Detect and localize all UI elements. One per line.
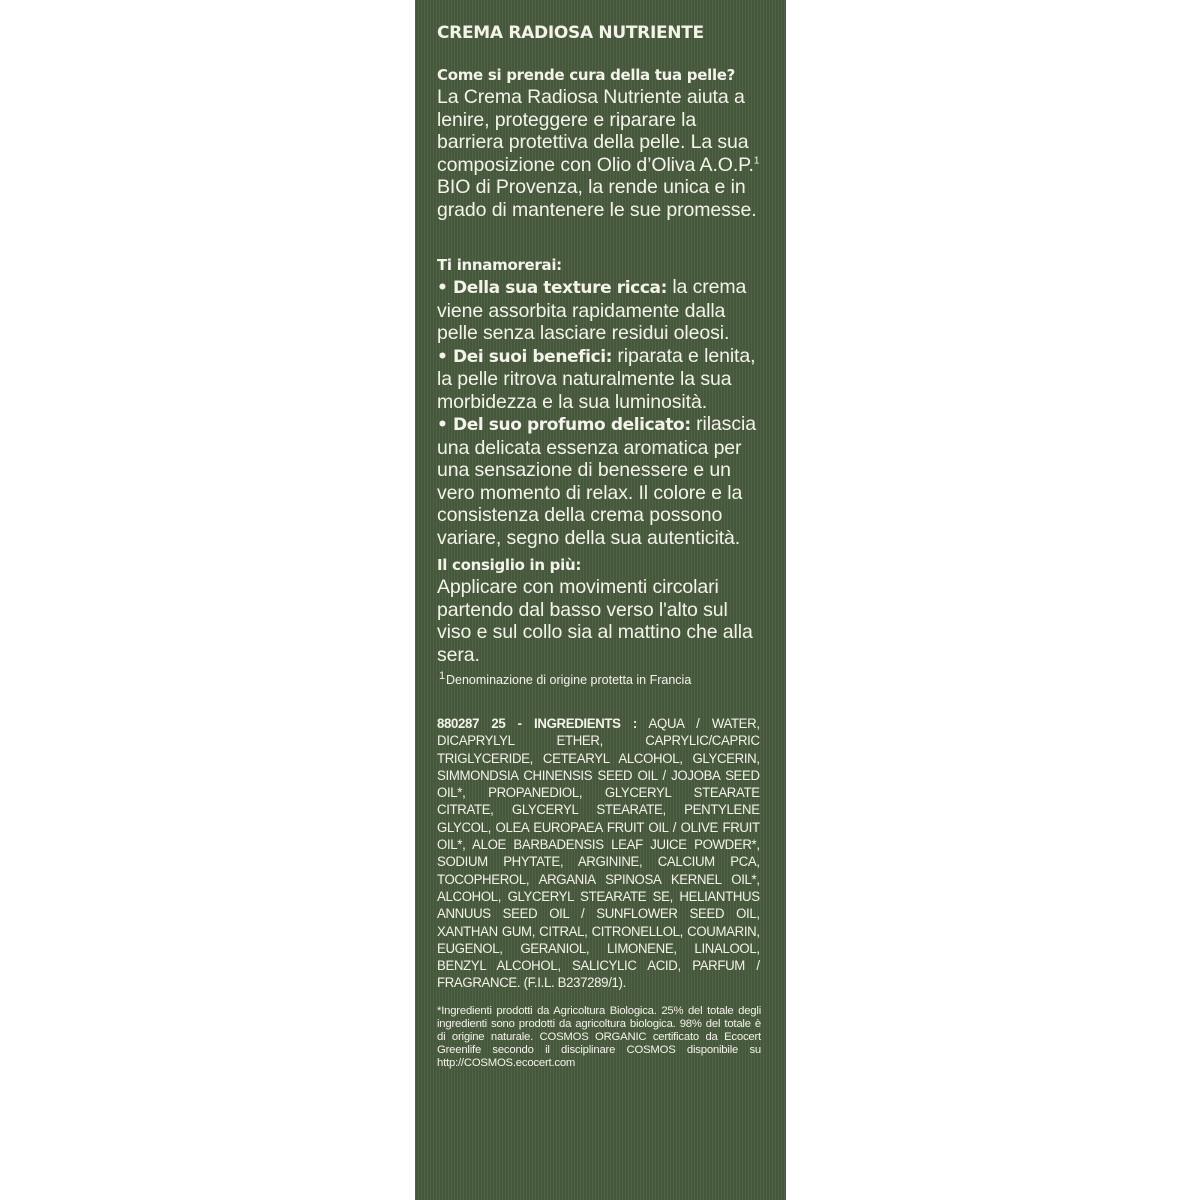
ingredients-text: AQUA / WATER, DICAPRYLYL ETHER, CAPRYLIC/CAPRIC TRIGLYCERIDE, CETEARYL ALCOHOL, GLYCERIN, SIMMONDSIA CHINENSIS SEED OIL / JOJOBA SEED OIL*, PROPANEDIOL, GLYCERYL STEARATE CITRATE, GLYCERYL STEARATE, PENTYLENE GLYCOL, OLEA EUROPAEA FRUIT OIL / OLIVE FRUIT OIL*, ALOE BARBADENSIS LEAF JUICE POWDER*, SODIUM PHYTATE, ARGININE, CALCIUM PCA, TOCOPHEROL, ARGANIA SPINOSA KERNEL OIL*, ALCOHOL, GLYCERYL STEARATE SE, HELIANTHUS ANNUUS SEED OIL / SUNFLOWER SEED OIL, XANTHAN GUM, CITRAL, CITRONELLOL, COUMARIN, EUGENOL, GERANIOL, LIMONENE, LINALOOL, BENZYL ALCOHOL, SALICYLIC ACID, PARFUM / FRAGRANCE. (F.I.L. B237289/1). bbox=[437, 716, 760, 992]
care-text-part-2: BIO di Provenza, la rende unica e in grado di mantenere le sue promesse. bbox=[437, 176, 757, 221]
product-label-panel bbox=[415, 0, 786, 1200]
ingredients-lead: 880287 25 - INGREDIENTS : bbox=[437, 716, 637, 732]
ingredients-list bbox=[437, 716, 760, 993]
care-heading: Come si prende cura della tua pelle? bbox=[437, 66, 736, 84]
love-bullet-scent bbox=[437, 413, 760, 549]
bullet-lead: • Dei suoi benefici: bbox=[437, 346, 613, 367]
footnote-text: Denominazione di origine protetta in Francia bbox=[446, 673, 692, 687]
bullet-text: rilascia una delicata essenza aromatica per una sensazione di benessere e un vero momento di relax. Il colore e la consistenza della crema possono variare, segno della sua autenticità. bbox=[437, 413, 756, 549]
bullet-lead: • Della sua texture ricca: bbox=[437, 278, 667, 298]
bullet-lead: • Del suo profumo delicato: bbox=[437, 415, 691, 435]
love-heading: Ti innamorerai: bbox=[437, 256, 562, 274]
care-text bbox=[437, 86, 760, 221]
love-section bbox=[437, 255, 760, 549]
aop-footnote bbox=[437, 672, 760, 688]
tip-text: Applicare con movimenti circolari partendo dal basso verso l'alto sul viso e sul collo sia al mattino che alla sera. bbox=[437, 576, 753, 666]
organic-note: *Ingredienti prodotti da Agricoltura Biologica. 25% del totale degli ingredienti sono prodotti da agricoltura biologica. 98% del totale è di origine naturale. COSMOS ORGANIC certificato da Ecocert Greenlife secondo il disciplinare COSMOS disponibile su http://COSMOS.ecocert.com bbox=[437, 1004, 761, 1070]
product-title: CREMA RADIOSA NUTRIENTE bbox=[437, 23, 704, 43]
care-text-part-1: La Crema Radiosa Nutriente aiuta a lenire, proteggere e riparare la barriera protettiva della pelle. La sua composizione con Olio d’Oliva A.O.P. bbox=[437, 86, 754, 176]
tip-section bbox=[437, 555, 760, 666]
bullet-text: la crema viene assorbita rapidamente dalla pelle senza lasciare residui oleosi. bbox=[437, 276, 747, 344]
love-bullet-benefits bbox=[437, 345, 760, 414]
care-footnote-ref: 1 bbox=[753, 155, 760, 166]
bullet-text: riparata e lenita, la pelle ritrova naturalmente la sua morbidezza e la sua luminosità. bbox=[437, 344, 756, 413]
care-section bbox=[437, 65, 760, 221]
love-bullet-texture bbox=[437, 276, 760, 345]
footnote-mark: 1 bbox=[439, 670, 446, 682]
tip-heading: Il consiglio in più: bbox=[437, 556, 582, 574]
